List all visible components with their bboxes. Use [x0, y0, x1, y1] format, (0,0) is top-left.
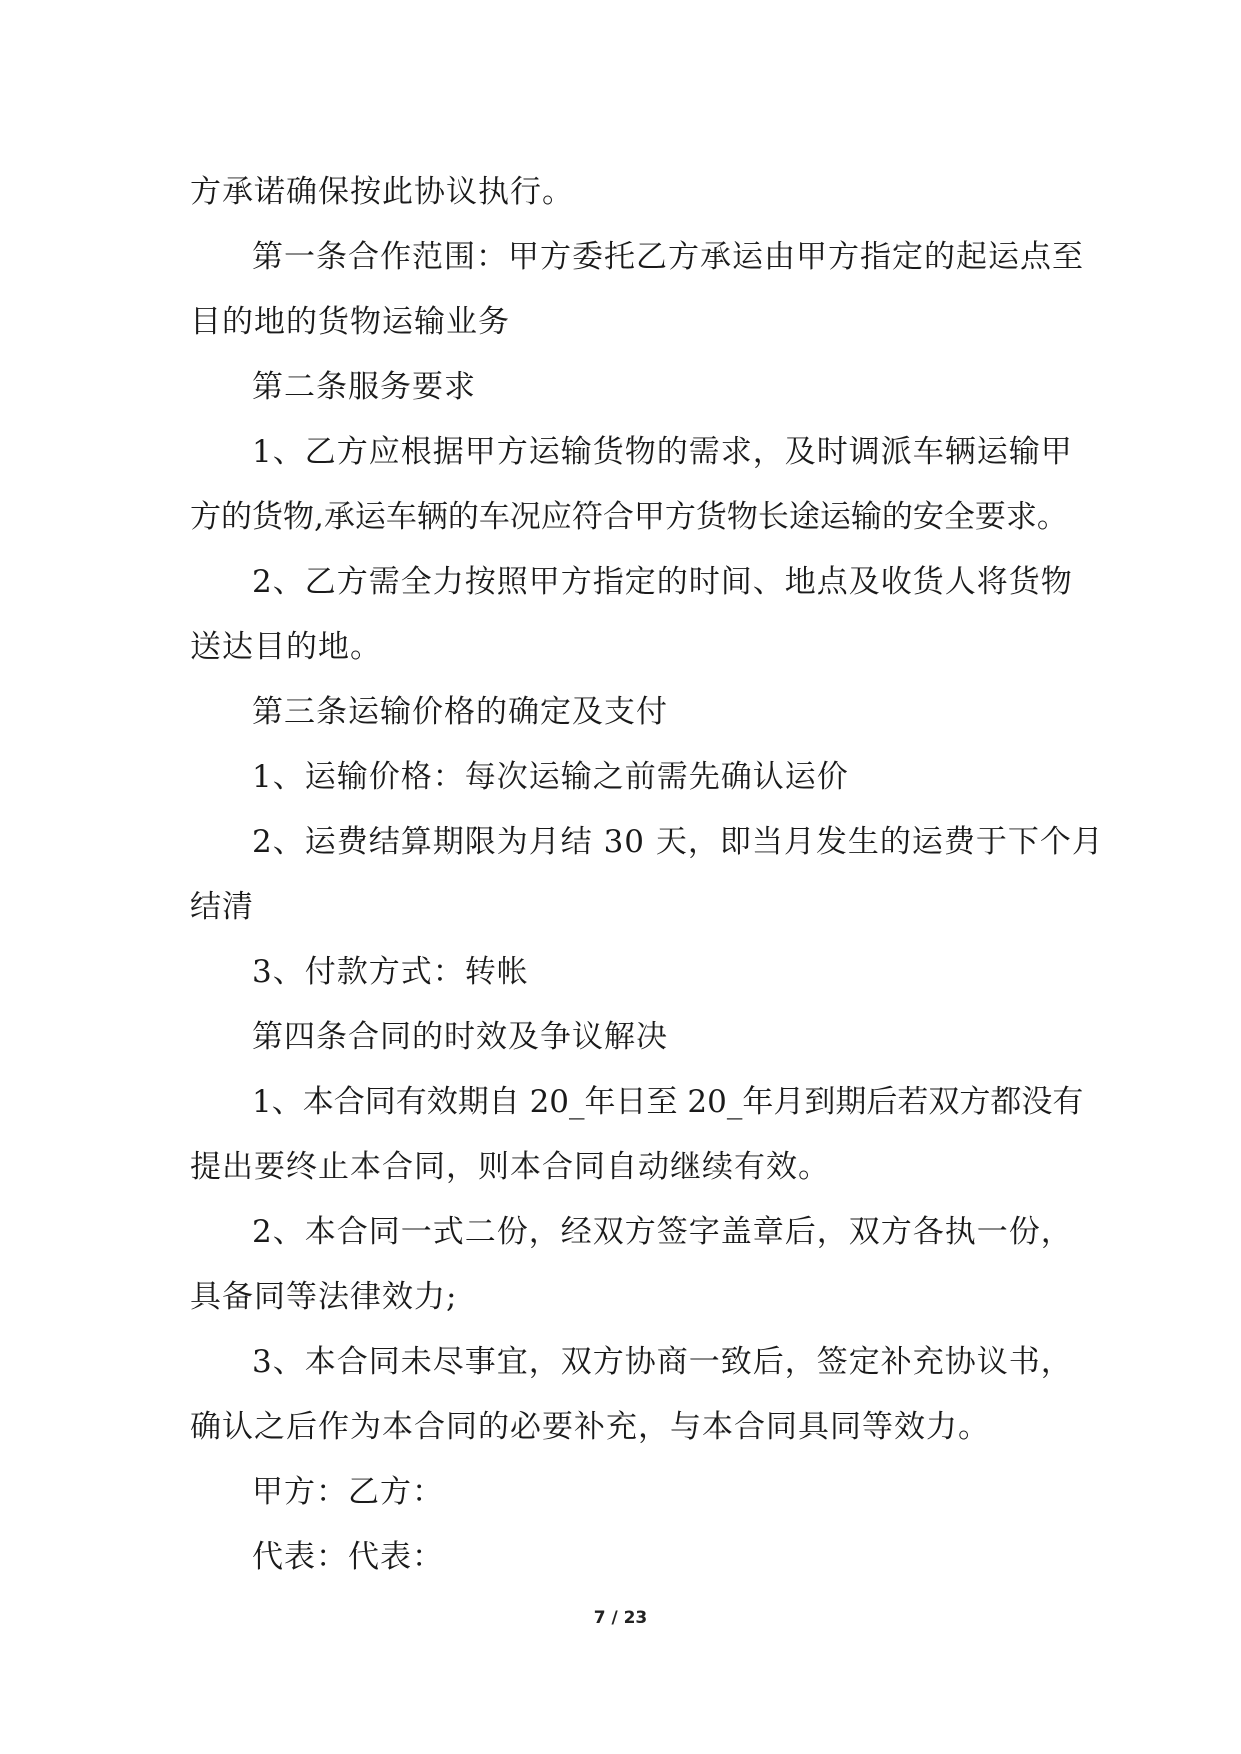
paragraph-line: 1、本合同有效期自 20_年日至 20_年月到期后若双方都没有	[252, 1084, 1084, 1120]
signature-line: 代表：代表：	[252, 1539, 444, 1575]
paragraph-line: 1、运输价格：每次运输之前需先确认运价	[252, 759, 849, 795]
section-heading: 第四条合同的时效及争议解决	[252, 1019, 668, 1055]
paragraph-line: 方承诺确保按此协议执行。	[190, 174, 574, 210]
paragraph-line: 结清	[190, 889, 254, 925]
paragraph-line: 送达目的地。	[190, 629, 382, 665]
paragraph-line: 1、乙方应根据甲方运输货物的需求，及时调派车辆运输甲	[252, 434, 1073, 470]
paragraph-line: 方的货物,承运车辆的车况应符合甲方货物长途运输的安全要求。	[190, 499, 1068, 535]
signature-line: 甲方：乙方：	[252, 1474, 444, 1510]
contract-body	[190, 160, 1104, 1590]
paragraph-line: 2、本合同一式二份，经双方签字盖章后，双方各执一份，	[252, 1214, 1073, 1250]
paragraph-line: 具备同等法律效力;	[190, 1279, 458, 1315]
page-number: 7 / 23	[593, 1608, 648, 1628]
paragraph-line: 3、付款方式：转帐	[252, 954, 529, 990]
paragraph-line: 2、运费结算期限为月结 30 天，即当月发生的运费于下个月	[252, 824, 1104, 860]
paragraph-line: 确认之后作为本合同的必要补充，与本合同具同等效力。	[190, 1409, 990, 1445]
section-heading: 第二条服务要求	[252, 369, 476, 405]
paragraph-line: 提出要终止本合同，则本合同自动继续有效。	[190, 1149, 830, 1185]
paragraph-line: 目的地的货物运输业务	[190, 304, 510, 340]
paragraph-line: 第一条合作范围：甲方委托乙方承运由甲方指定的起运点至	[252, 239, 1084, 275]
paragraph-line: 3、本合同未尽事宜，双方协商一致后，签定补充协议书，	[252, 1344, 1073, 1380]
paragraph-line: 2、乙方需全力按照甲方指定的时间、地点及收货人将货物	[252, 564, 1073, 600]
section-heading: 第三条运输价格的确定及支付	[252, 694, 668, 730]
